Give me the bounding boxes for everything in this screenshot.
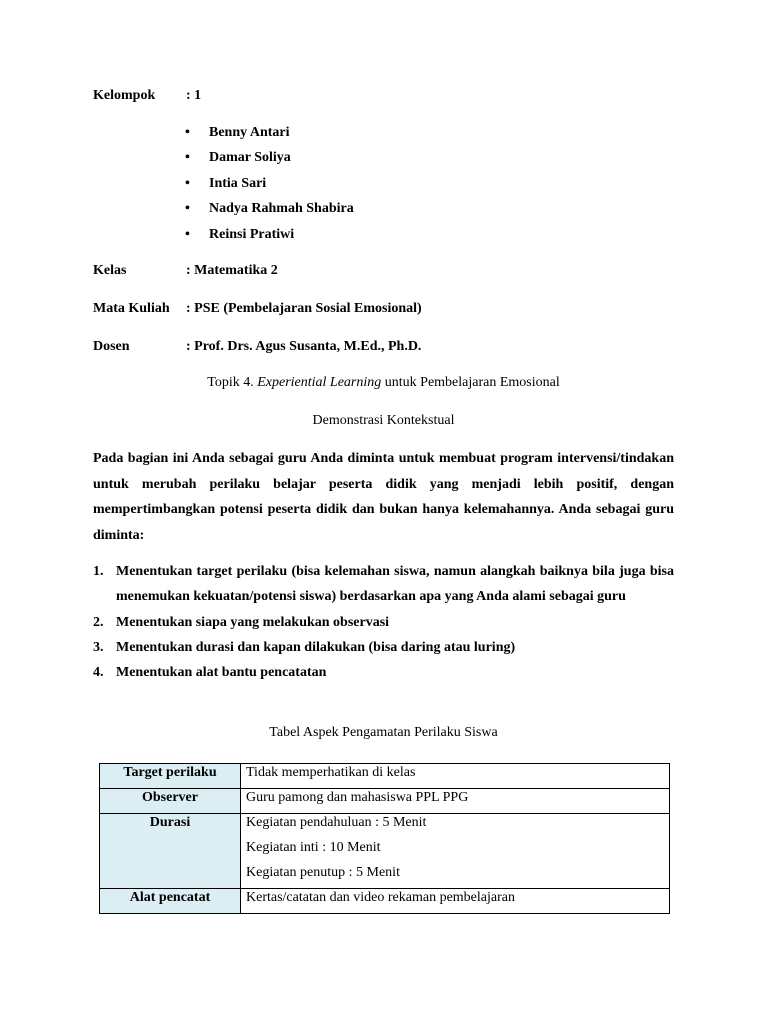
step-number: 1. — [93, 564, 104, 579]
kelompok-label: Kelompok — [93, 88, 156, 103]
intro-paragraph: Pada bagian ini Anda sebagai guru Anda diminta untuk membuat program intervensi/tindakan untuk merubah perilaku belajar peserta didik yang menjadi lebih positif, dengan mempertimbangkan potensi peserta didik dan bukan hanya kelemahannya. Anda sebagai guru diminta: — [93, 451, 674, 543]
step-number: 2. — [93, 614, 104, 630]
bullet-icon: • — [185, 227, 190, 242]
dosen-value: : Prof. Drs. Agus Susanta, M.Ed., Ph.D. — [186, 339, 422, 354]
durasi-label-cell: Durasi — [100, 814, 241, 889]
member-name: Intia Sari — [209, 176, 267, 191]
steps-list — [93, 559, 674, 685]
topic-heading — [93, 375, 674, 391]
observer-label-cell: Observer — [100, 789, 241, 814]
step-number: 4. — [93, 665, 104, 681]
durasi-value-cell — [241, 814, 670, 889]
list-item — [93, 610, 674, 635]
list-item — [93, 660, 674, 685]
table-row — [100, 814, 670, 889]
target-label-cell: Target perilaku — [100, 764, 241, 789]
dosen-row — [93, 339, 421, 355]
durasi-item: Kegiatan penutup : 5 Menit — [246, 865, 400, 880]
bullet-icon: • — [185, 176, 190, 191]
durasi-item: Kegiatan inti : 10 Menit — [246, 840, 381, 855]
member-name: Damar Soliya — [209, 150, 291, 165]
durasi-item: Kegiatan pendahuluan : 5 Menit — [246, 815, 427, 830]
table-row — [100, 889, 670, 914]
table-row — [100, 789, 670, 814]
kelompok-value: : 1 — [186, 88, 202, 103]
alat-label-cell: Alat pencatat — [100, 889, 241, 914]
observation-table — [99, 763, 670, 914]
topic-suffix: untuk Pembelajaran Emosional — [381, 375, 560, 390]
kelas-value: : Matematika 2 — [186, 263, 278, 278]
bullet-icon: • — [185, 125, 190, 140]
topic-italic: Experiential Learning — [257, 375, 382, 390]
step-text: Menentukan target perilaku (bisa kelemahan siswa, namun alangkah baiknya bila juga bisa menemukan kekuatan/potensi siswa) berdasarkan apa yang Anda alami sebagai guru — [116, 564, 674, 605]
observer-value-cell: Guru pamong dan mahasiswa PPL PPG — [241, 789, 670, 814]
step-text: Menentukan durasi dan kapan dilakukan (bisa daring atau luring) — [116, 639, 516, 655]
bullet-icon: • — [185, 150, 190, 165]
kelas-label: Kelas — [93, 263, 127, 278]
member-name: Benny Antari — [209, 125, 290, 140]
alat-value-cell: Kertas/catatan dan video rekaman pembelajaran — [241, 889, 670, 914]
matkul-label: Mata Kuliah — [93, 301, 170, 316]
matkul-value: : PSE (Pembelajaran Sosial Emosional) — [186, 301, 422, 316]
dosen-label: Dosen — [93, 339, 130, 354]
matkul-row — [93, 301, 422, 317]
kelompok-row — [93, 88, 201, 104]
table-row — [100, 764, 670, 789]
target-value-cell: Tidak memperhatikan di kelas — [241, 764, 670, 789]
member-name: Reinsi Pratiwi — [209, 227, 295, 242]
bullet-icon: • — [185, 201, 190, 216]
list-item — [93, 635, 674, 660]
list-item — [93, 559, 674, 610]
step-number: 3. — [93, 639, 104, 655]
step-text: Menentukan alat bantu pencatatan — [116, 665, 327, 681]
table-title: Tabel Aspek Pengamatan Perilaku Siswa — [269, 725, 498, 740]
member-name: Nadya Rahmah Shabira — [209, 201, 354, 216]
section-title: Demonstrasi Kontekstual — [312, 413, 455, 428]
topic-prefix: Topik 4. — [207, 375, 258, 390]
kelas-row — [93, 263, 278, 279]
step-text: Menentukan siapa yang melakukan observasi — [116, 614, 390, 630]
